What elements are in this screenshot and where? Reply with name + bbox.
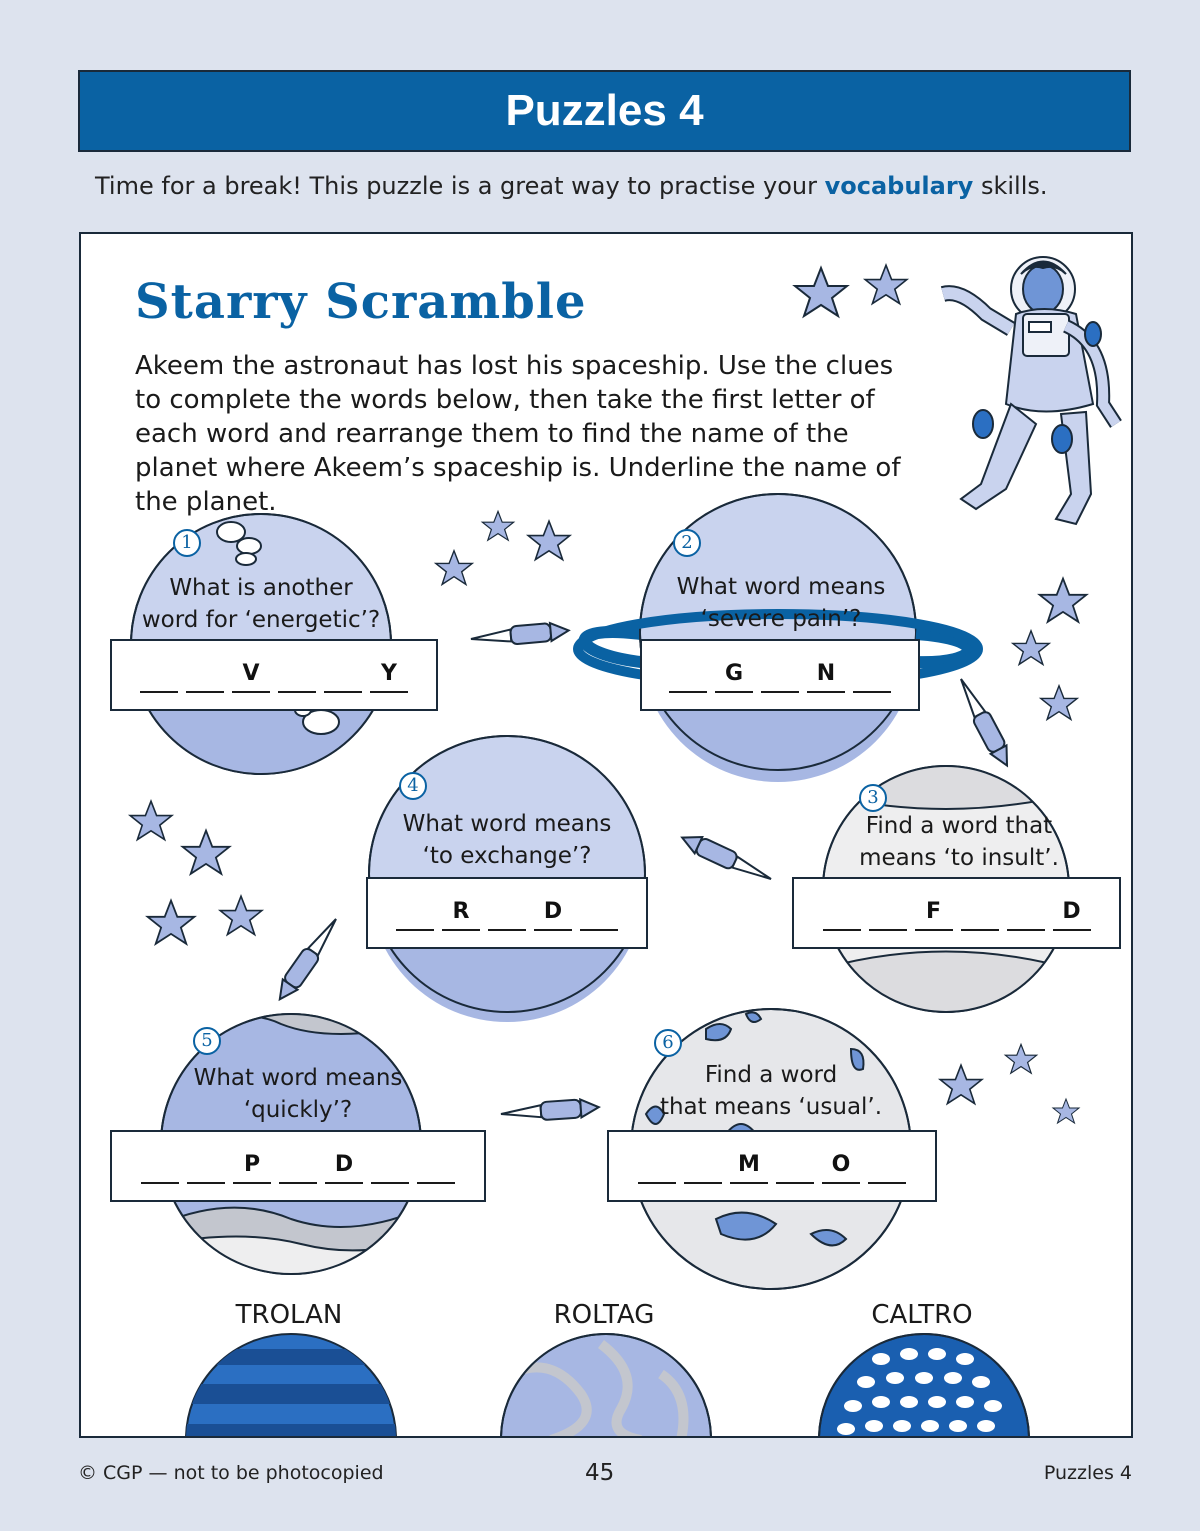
astronaut-illustration	[943, 257, 1116, 524]
clue-number: 4	[399, 772, 427, 800]
clue-question-line: ‘severe pain’?	[700, 606, 862, 632]
letter-slot[interactable]: O	[822, 1148, 860, 1184]
intro-text	[95, 172, 1048, 200]
clue-question-line: What word means	[402, 811, 612, 837]
letter-slot[interactable]	[961, 895, 999, 931]
letter-slot[interactable]	[853, 657, 891, 693]
letter-slot[interactable]	[669, 657, 707, 693]
clue-question-line: means ‘to insult’.	[859, 845, 1059, 871]
puzzle-instructions: Akeem the astronaut has lost his spaceship. Use the clues to complete the words below, then take the first letter of each word and rearrange them to find the name of the planet where Akeem’s spaceship is. Underline the name of the planet.	[135, 351, 901, 517]
letter-slot[interactable]	[417, 1148, 455, 1184]
clue-question	[387, 808, 627, 872]
clue-question-line: What word means	[676, 574, 886, 600]
letter-slot[interactable]	[141, 1148, 179, 1184]
letter-slot[interactable]	[488, 895, 526, 931]
intro-keyword: vocabulary	[824, 172, 974, 200]
footer-copyright: © CGP — not to be photocopied	[78, 1462, 384, 1484]
page-title: Puzzles 4	[505, 86, 704, 135]
letter-slot[interactable]	[638, 1148, 676, 1184]
clue-question-line: ‘to exchange’?	[422, 843, 592, 869]
clue-question-line: that means ‘usual’.	[659, 1094, 883, 1120]
letter-slot[interactable]	[869, 895, 907, 931]
letter-slot[interactable]	[823, 895, 861, 931]
letter-slot[interactable]: M	[730, 1148, 768, 1184]
letter-slot[interactable]	[278, 657, 316, 693]
clue-number: 5	[193, 1027, 221, 1055]
page-number: 45	[585, 1460, 615, 1486]
answer-box[interactable]	[640, 639, 920, 711]
intro-before: Time for a break! This puzzle is a great way to practise your	[95, 172, 825, 200]
letter-slot[interactable]	[140, 657, 178, 693]
clue-question	[141, 572, 381, 636]
letter-slot[interactable]	[776, 1148, 814, 1184]
clue-question-line: What is another	[169, 575, 353, 601]
letter-slot[interactable]: P	[233, 1148, 271, 1184]
planet-trolan	[181, 1334, 401, 1438]
letter-slot[interactable]: F	[915, 895, 953, 931]
header-bar	[78, 70, 1131, 152]
answer-box[interactable]	[110, 639, 438, 711]
letter-slot[interactable]	[1007, 895, 1045, 931]
letter-slot[interactable]	[187, 1148, 225, 1184]
clue-number: 3	[859, 784, 887, 812]
letter-slot[interactable]	[279, 1148, 317, 1184]
clue-question	[651, 1059, 891, 1123]
letter-slot[interactable]	[186, 657, 224, 693]
planet-caltro	[819, 1334, 1029, 1438]
letter-slot[interactable]	[761, 657, 799, 693]
letter-slot[interactable]	[868, 1148, 906, 1184]
clue-question	[839, 810, 1079, 874]
planet-option-label[interactable]: TROLAN	[235, 1300, 343, 1330]
letter-slot[interactable]: D	[325, 1148, 363, 1184]
clue-question-line: ‘quickly’?	[243, 1097, 353, 1123]
footer-section: Puzzles 4	[1043, 1462, 1132, 1484]
clue-number: 6	[654, 1029, 682, 1057]
letter-slot[interactable]	[580, 895, 618, 931]
clue-question-line: What word means	[193, 1065, 403, 1091]
intro-after: skills.	[973, 172, 1048, 200]
letter-slot[interactable]	[396, 895, 434, 931]
letter-slot[interactable]	[371, 1148, 409, 1184]
clue-question	[178, 1062, 418, 1126]
planet-option-label[interactable]: ROLTAG	[553, 1300, 655, 1330]
letter-slot[interactable]: R	[442, 895, 480, 931]
planet-option-label[interactable]: CALTRO	[871, 1300, 973, 1330]
clue-question-line: Find a word that	[865, 813, 1053, 839]
letter-slot[interactable]	[684, 1148, 722, 1184]
answer-box[interactable]	[366, 877, 648, 949]
letter-slot[interactable]: Y	[370, 657, 408, 693]
planet-roltag	[501, 1334, 711, 1438]
puzzle-title: Starry Scramble	[135, 274, 587, 330]
letter-slot[interactable]: G	[715, 657, 753, 693]
clue-question	[661, 571, 901, 635]
answer-box[interactable]	[110, 1130, 486, 1202]
clue-number: 2	[673, 529, 701, 557]
letter-slot[interactable]: V	[232, 657, 270, 693]
answer-box[interactable]	[607, 1130, 937, 1202]
answer-box[interactable]	[792, 877, 1121, 949]
letter-slot[interactable]	[324, 657, 362, 693]
clue-question-line: Find a word	[704, 1062, 838, 1088]
clue-question-line: word for ‘energetic’?	[141, 607, 381, 633]
letter-slot[interactable]: D	[1053, 895, 1091, 931]
letter-slot[interactable]: D	[534, 895, 572, 931]
planet-2	[578, 494, 978, 782]
puzzle-panel	[79, 232, 1133, 1438]
clue-number: 1	[173, 529, 201, 557]
letter-slot[interactable]: N	[807, 657, 845, 693]
